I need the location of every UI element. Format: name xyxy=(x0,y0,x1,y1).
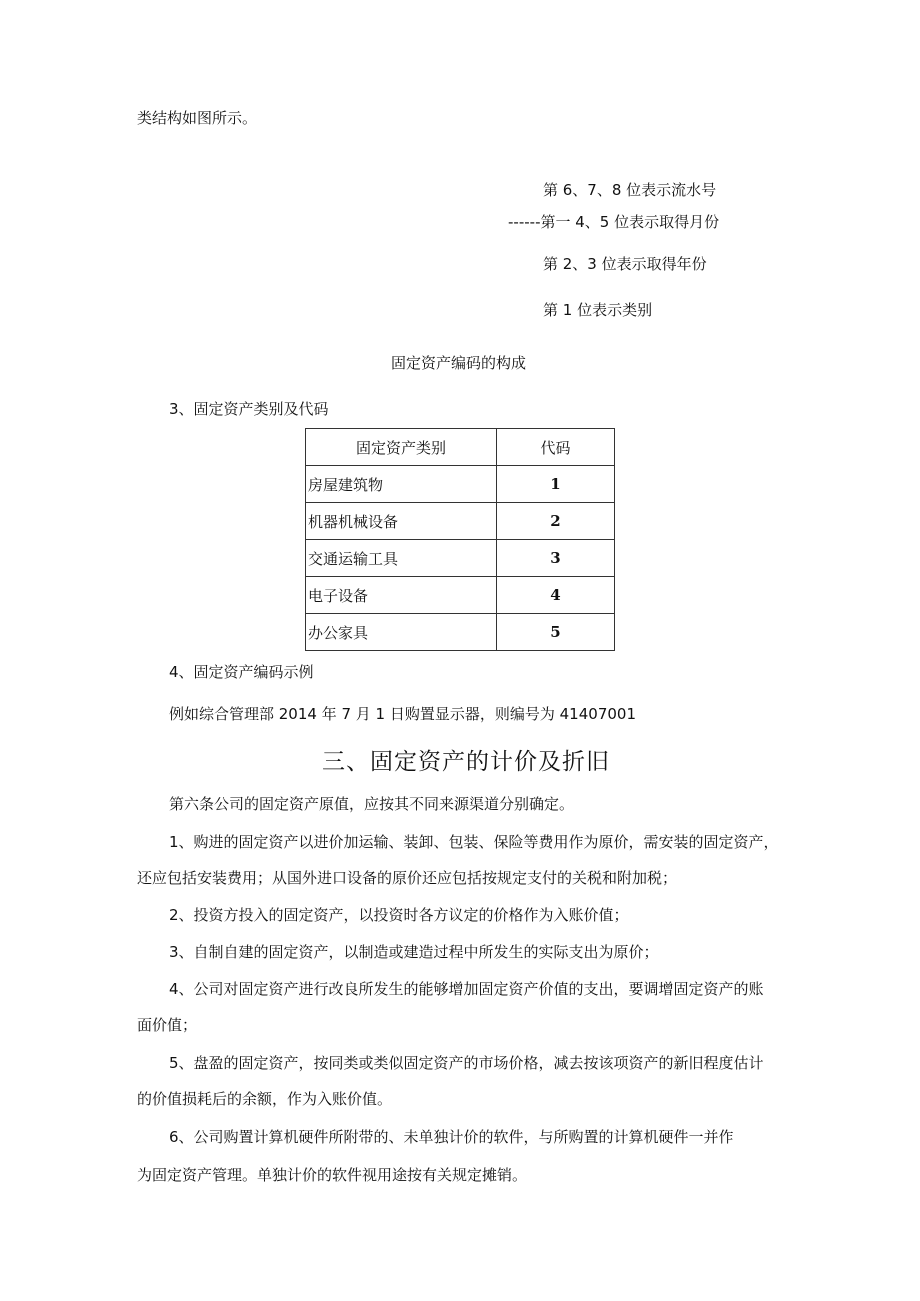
article-line: 第六条公司的固定资产原值，应按其不同来源渠道分别确定。 xyxy=(169,795,575,813)
item-5-line-2: 的价值损耗后的余额，作为入账价值。 xyxy=(137,1090,393,1108)
code-cell: 1 xyxy=(497,466,615,503)
table-row xyxy=(306,577,615,614)
item-5-line-1: 5、盘盈的固定资产，按同类或类似固定资产的市场价格，减去按该项资产的新旧程度估计 xyxy=(169,1054,764,1072)
category-cell: 办公家具 xyxy=(306,614,497,651)
item-6-line-1: 6、公司购置计算机硬件所附带的、未单独计价的软件，与所购置的计算机硬件一并作 xyxy=(169,1128,734,1146)
section-3-heading: 3、固定资产类别及代码 xyxy=(169,400,329,418)
table-row xyxy=(306,614,615,651)
item-2-line-1: 2、投资方投入的固定资产，以投资时各方议定的价格作为入账价值； xyxy=(169,906,629,924)
code-structure-text-4: 第 1 位表示类别 xyxy=(543,301,653,319)
header-category: 固定资产类别 xyxy=(306,429,497,466)
category-cell: 房屋建筑物 xyxy=(306,466,497,503)
code-structure-text-2: 第一 4、5 位表示取得月份 xyxy=(540,213,720,231)
code-structure-line-2 xyxy=(508,212,719,232)
item-3-line-1: 3、自制自建的固定资产，以制造或建造过程中所发生的实际支出为原价； xyxy=(169,943,659,961)
table-row xyxy=(306,466,615,503)
code-structure-dashes: ------ xyxy=(508,213,541,231)
item-6-line-2: 为固定资产管理。单独计价的软件视用途按有关规定摊销。 xyxy=(137,1166,528,1184)
code-structure-line-3 xyxy=(543,254,707,274)
code-structure-line-1 xyxy=(543,180,716,200)
example-line: 例如综合管理部 2014 年 7 月 1 日购置显示器，则编号为 41407001 xyxy=(169,705,636,723)
item-1-line-1: 1、购进的固定资产以进价加运输、装卸、包装、保险等费用作为原价，需安装的固定资产， xyxy=(169,833,779,851)
code-cell: 5 xyxy=(497,614,615,651)
chapter-title: 三、固定资产的计价及折旧 xyxy=(322,749,610,775)
header-code: 代码 xyxy=(497,429,615,466)
table-header-row xyxy=(306,429,615,466)
intro-line: 类结构如图所示。 xyxy=(137,109,258,127)
item-4-line-2: 面价值； xyxy=(137,1016,198,1034)
code-cell: 3 xyxy=(497,540,615,577)
code-structure-text-1: 第 6、7、8 位表示流水号 xyxy=(543,181,717,199)
asset-category-table xyxy=(305,428,615,651)
category-cell: 电子设备 xyxy=(306,577,497,614)
table-row xyxy=(306,503,615,540)
item-4-line-1: 4、公司对固定资产进行改良所发生的能够增加固定资产价值的支出，要调增固定资产的账 xyxy=(169,980,764,998)
category-cell: 机器机械设备 xyxy=(306,503,497,540)
code-structure-text-3: 第 2、3 位表示取得年份 xyxy=(543,255,707,273)
figure-caption: 固定资产编码的构成 xyxy=(391,354,527,372)
table-row xyxy=(306,540,615,577)
section-4-heading: 4、固定资产编码示例 xyxy=(169,663,314,681)
code-cell: 4 xyxy=(497,577,615,614)
category-cell: 交通运输工具 xyxy=(306,540,497,577)
item-1-line-2: 还应包括安装费用；从国外进口设备的原价还应包括按规定支付的关税和附加税； xyxy=(137,869,678,887)
code-structure-line-4 xyxy=(543,300,652,320)
code-cell: 2 xyxy=(497,503,615,540)
